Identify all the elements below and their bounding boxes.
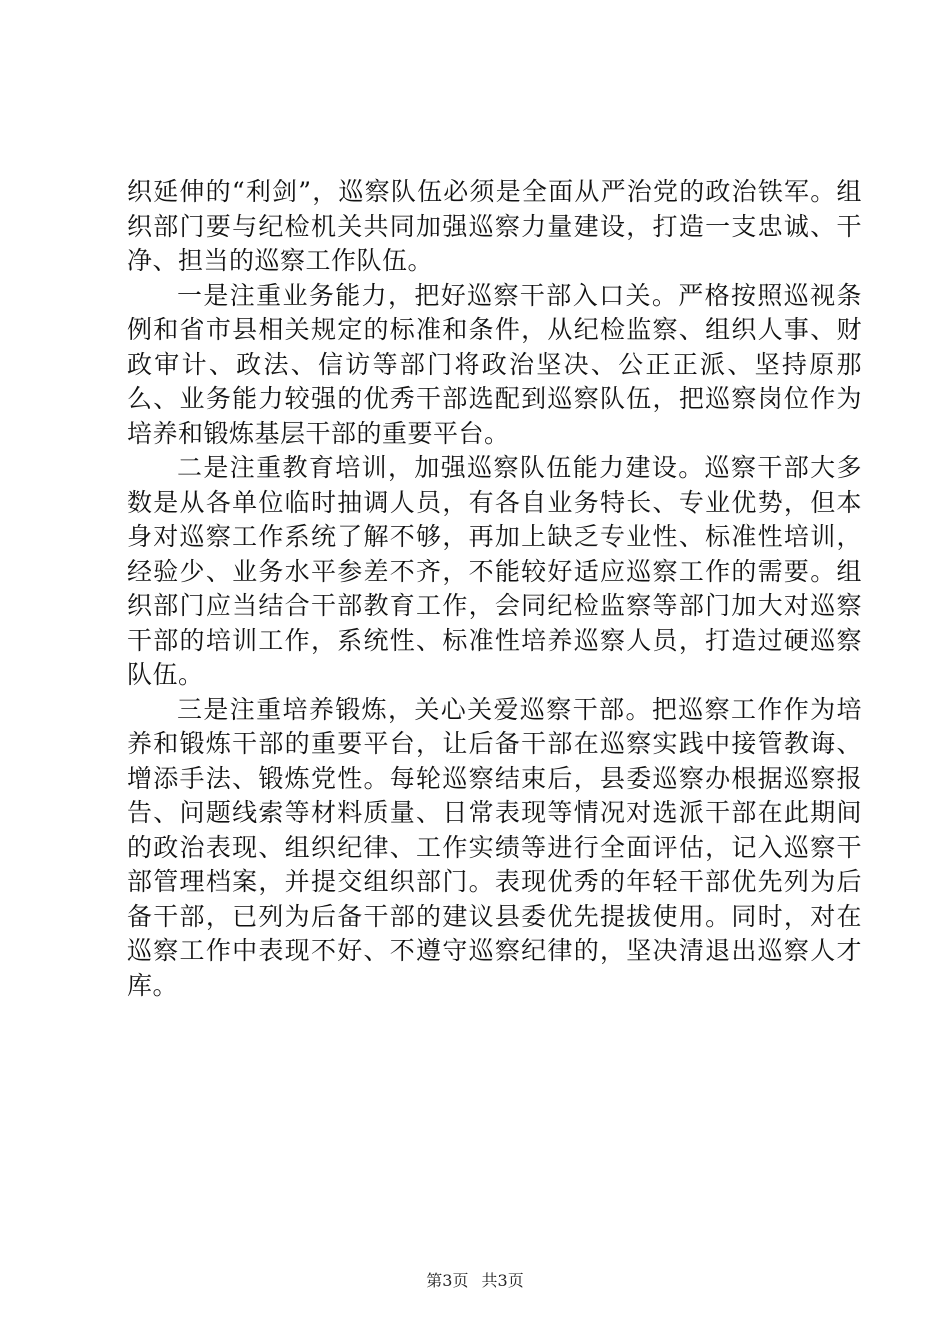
page-number: 第3页 [426, 1271, 469, 1290]
page-footer [0, 1268, 950, 1291]
paragraph-point-two: 二是注重教育培训，加强巡察队伍能力建设。巡察干部大多数是从各单位临时抽调人员，有各自业务特长、专业优势，但本身对巡察工作系统了解不够，再加上缺乏专业性、标准性培训，经验少、业务水平参差不齐，不能较好适应巡察工作的需要。组织部门应当结合干部教育工作，会同纪检监察等部门加大对巡察干部的培训工作，系统性、标准性培养巡察人员，打造过硬巡察队伍。 [127, 453, 862, 689]
paragraph-point-three: 三是注重培养锻炼，关心关爱巡察干部。把巡察工作作为培养和锻炼干部的重要平台，让后备干部在巡察实践中接管教诲、增添手法、锻炼党性。每轮巡察结束后，县委巡察办根据巡察报告、问题线索等材料质量、日常表现等情况对选派干部在此期间的政治表现、组织纪律、工作实绩等进行全面评估，记入巡察干部管理档案，并提交组织部门。表现优秀的年轻干部优先列为后备干部，已列为后备干部的建议县委优先提拔使用。同时，对在巡察工作中表现不好、不遵守巡察纪律的，坚决清退出巡察人才库。 [127, 694, 862, 1000]
paragraph-continuation: 织延伸的“利剑”，巡察队伍必须是全面从严治党的政治铁军。组织部门要与纪检机关共同加强巡察力量建设，打造一支忠诚、干净、担当的巡察工作队伍。 [127, 177, 862, 275]
document-body [127, 175, 862, 1003]
paragraph-point-one: 一是注重业务能力，把好巡察干部入口关。严格按照巡视条例和省市县相关规定的标准和条件，从纪检监察、组织人事、财政审计、政法、信访等部门将政治坚决、公正正派、坚持原那么、业务能力较强的优秀干部选配到巡察队伍，把巡察岗位作为培养和锻炼基层干部的重要平台。 [127, 280, 862, 448]
page-total: 共3页 [481, 1271, 524, 1290]
